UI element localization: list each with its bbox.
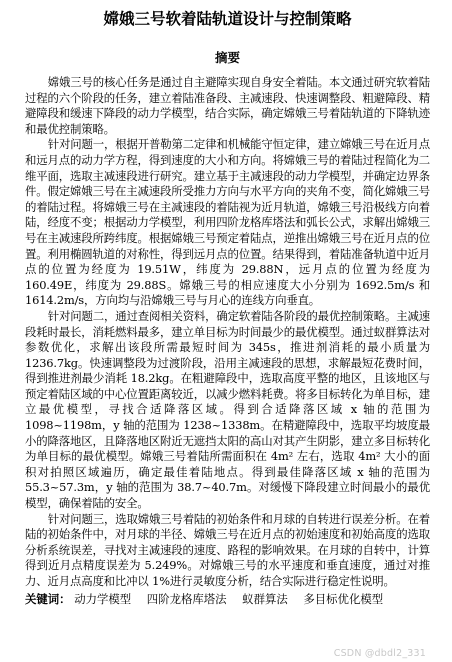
paper-title: 嫦娥三号软着陆轨道设计与控制策略: [103, 10, 352, 28]
keyword-item: 动力学模型: [74, 591, 132, 606]
keywords-line: [25, 592, 430, 608]
keyword-item: 多目标优化模型: [303, 591, 384, 606]
keyword-item: 四阶龙格库塔法: [146, 591, 227, 606]
abstract-paragraph-problem-2: 针对问题二，通过查阅相关资料，确定软着陆各阶段的最优控制策略。主减速段耗时最长，消耗燃料最多，建立单目标为时间最少的最优模型。通过蚁群算法对参数优化，求解出该段所需最短时间为 345s，推进剂消耗的最小质量为 1236.7kg。快速调整段为过渡阶段，沿用主减速段的思想，求解最短花费时间，得到推进剂最少消耗 18.2kg。在粗避障段中，选取高度平整的地区，且该地区与预定着陆区域的中心位置距离较近，以减少燃料耗费。将多目标转化为单目标，建立最优模型，寻找合适降落区域。得到合适降落区域 x 轴的范围为 1098~1198m，y 轴的范围为 1238~1338m。在精避障段中，选取平均坡度最小的降落地区，且降落地区附近无遮挡太阳的高山对其产生阴影，建立多目标转化为单目标的最优模型。嫦娥三号着陆所需面积在 4m² 左右，选取 4m² 大小的面积对拍照区域遍历，确定最佳着陆地点。得到最佳降落区域 x 轴的范围为 55.3~57.3m，y 轴的范围为 38.7~40.7m。对缓慢下降段建立时间最小的最优模型，确保着陆的安全。: [25, 308, 430, 511]
abstract-heading: 摘要: [214, 50, 240, 65]
source-watermark: CSDN @dbdl2_331: [333, 648, 426, 659]
keywords-label: 关键词：: [25, 591, 71, 606]
abstract-body: [25, 75, 430, 590]
abstract-paragraph-intro: 嫦娥三号的核心任务是通过自主避障实现自身安全着陆。本文通过研究软着陆过程的六个阶段的任务，建立着陆准备段、主减速段、快速调整段、粗避障段、精避障段和缓速下降段的动力学模型，结合实际，确定嫦娥三号着陆轨道的下降轨迹和最优控制策略。: [25, 75, 430, 136]
abstract-paragraph-problem-1: 针对问题一，根据开普勒第二定律和机械能守恒定律，建立嫦娥三号在近月点和远月点的动力学方程，得到速度的大小和方向。将嫦娥三号的着陆过程简化为二维平面，选取主减速段进行研究。建立基于主减速段的动力学模型，并确定边界条件。假定嫦娥三号在主减速段所受推力方向与水平方向的夹角不变，简化嫦娥三号的着陆过程。将嫦娥三号在主减速段的着陆视为近月轨道，嫦娥三号沿极线方向着陆，经度不变；根据动力学模型，利用四阶龙格库塔法和弧长公式，求解出嫦娥三号在主减速段所跨纬度。根据嫦娥三号预定着陆点，逆推出嫦娥三号在近月点的位置。利用椭圆轨道的对称性，得到远月点的位置。结果得到，着陆准备轨道中近月点的位置为经度为 19.51W，纬度为 29.88N，远月点的位置为经度为 160.49E，纬度为 29.88S。嫦娥三号的相应速度大小分别为 1692.5m/s 和 1614.2m/s，方向均与沿嫦娥三号与月心的连线方向垂直。: [25, 137, 430, 308]
keyword-item: 蚁群算法: [242, 591, 288, 606]
abstract-paragraph-problem-3: 针对问题三，选取嫦娥三号着陆的初始条件和月球的自转进行误差分析。在着陆的初始条件中，对月球的半径、嫦娥三号在近月点的初始速度和初始高度的选取分析系统误差，寻找对主减速段的速度、路程的影响效果。在月球的自转中，计算得到近月点精度误差为 5.249%。对嫦娥三号的水平速度和垂直速度，通过对推力、近月点高度和比冲以 1%进行灵敏度分析，结合实际进行稳定性说明。: [25, 511, 430, 588]
